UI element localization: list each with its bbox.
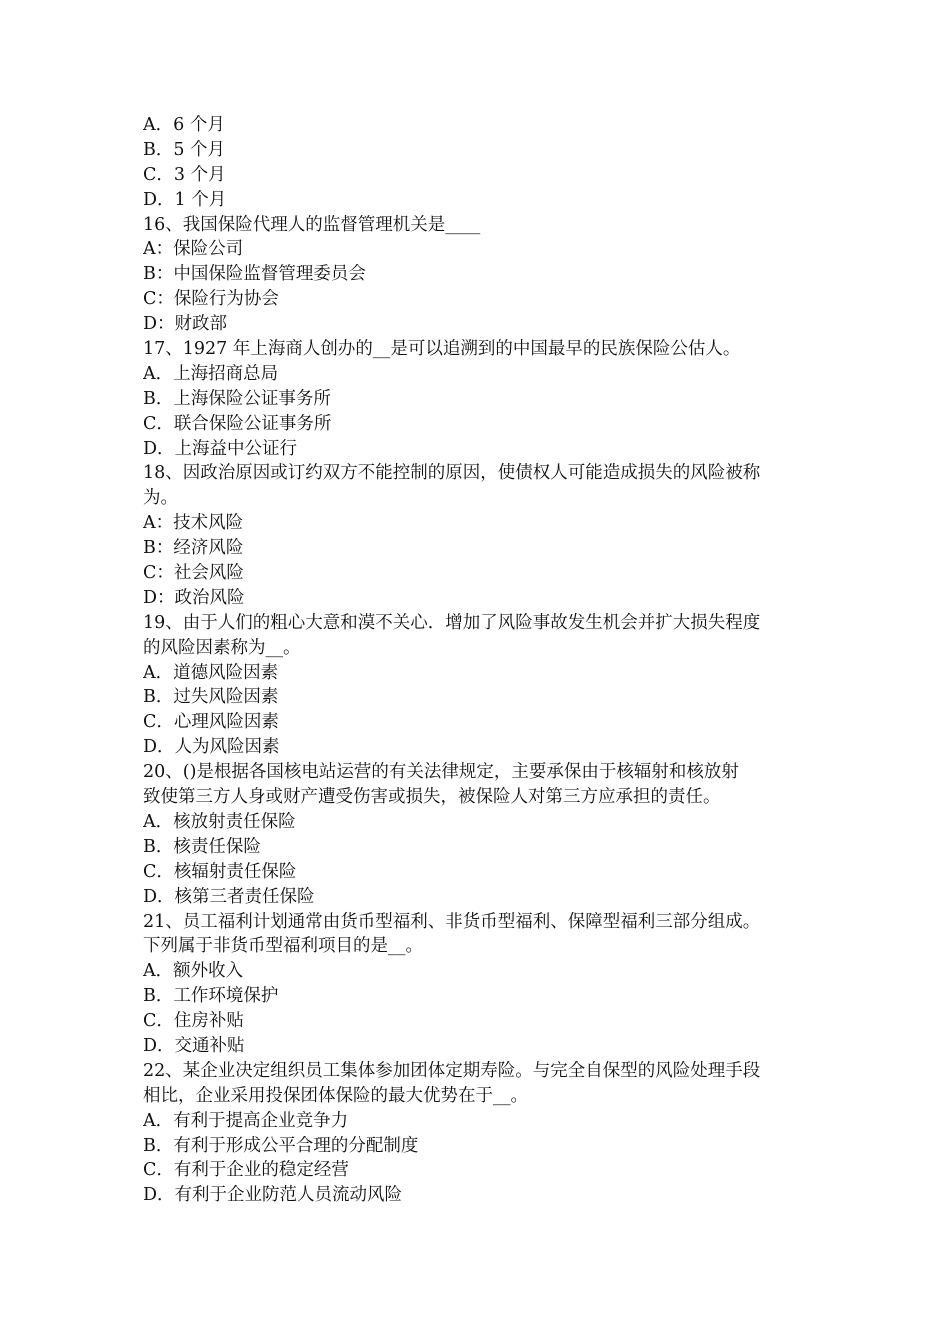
question-text: 20、()是根据各国核电站运营的有关法律规定，主要承保由于核辐射和核放射: [143, 762, 739, 783]
option-line: A．核放射责任保险: [143, 811, 296, 832]
option-line: B．工作环境保护: [143, 986, 279, 1007]
document-body: [143, 113, 813, 1208]
question-22: [143, 1059, 813, 1208]
option-line: A．有利于提高企业竞争力: [143, 1110, 349, 1131]
option-line: D．人为风险因素: [143, 737, 280, 758]
question-20: [143, 760, 813, 909]
question-19: [143, 611, 813, 760]
question-text: 16、我国保险代理人的监督管理机关是____: [143, 214, 481, 235]
question-text: 为。: [143, 488, 178, 509]
option-line: D．交通补贴: [143, 1035, 245, 1056]
option-line: D．有利于企业防范人员流动风险: [143, 1185, 403, 1206]
option-list: [143, 113, 813, 213]
question-17: [143, 337, 813, 461]
option-line: B．有利于形成公平合理的分配制度: [143, 1135, 419, 1156]
question-18: [143, 461, 813, 610]
question-16: [143, 213, 813, 337]
option-line: C．有利于企业的稳定经营: [143, 1160, 349, 1181]
option-line: C．联合保险公证事务所: [143, 413, 332, 434]
option-line: D．核第三者责任保险: [143, 886, 315, 907]
option-line: A．道德风险因素: [143, 662, 279, 683]
option-line: B．5 个月: [143, 139, 226, 160]
option-line: A．上海招商总局: [143, 363, 279, 384]
question-text: 致使第三方人身或财产遭受伤害或损失，被保险人对第三方应承担的责任。: [143, 787, 721, 808]
option-line: B．核责任保险: [143, 836, 261, 857]
question-text: 22、某企业决定组织员工集体参加团体定期寿险。与完全自保型的风险处理手段: [143, 1060, 761, 1081]
option-line: D：政治风险: [143, 587, 245, 608]
question-text: 18、因政治原因或订约双方不能控制的原因，使债权人可能造成损失的风险被称: [143, 463, 761, 484]
option-line: A：保险公司: [143, 239, 244, 260]
option-line: C：社会风险: [143, 563, 244, 584]
option-line: A：技术风险: [143, 513, 244, 534]
option-line: B：中国保险监督管理委员会: [143, 264, 366, 285]
question-text: 相比，企业采用投保团体保险的最大优势在于__。: [143, 1085, 528, 1106]
option-line: B．上海保险公证事务所: [143, 388, 331, 409]
option-line: D．上海益中公证行: [143, 438, 298, 459]
question-text: 下列属于非货币型福利项目的是__。: [143, 936, 423, 957]
option-line: C．心理风险因素: [143, 712, 279, 733]
option-line: A．6 个月: [143, 115, 225, 135]
question-text: 17、1927 年上海商人创办的__是可以追溯到的中国最早的民族保险公估人。: [143, 339, 741, 360]
option-line: C：保险行为协会: [143, 289, 279, 310]
option-line: C．住房补贴: [143, 1011, 244, 1032]
question-text: 19、由于人们的粗心大意和漠不关心．增加了风险事故发生机会并扩大损失程度: [143, 612, 761, 633]
option-line: B：经济风险: [143, 538, 244, 559]
question-text: 的风险因素称为__。: [143, 637, 301, 658]
option-line: D．1 个月: [143, 189, 227, 210]
question-21: [143, 910, 813, 1059]
option-line: C．核辐射责任保险: [143, 861, 297, 882]
question-text: 21、员工福利计划通常由货币型福利、非货币型福利、保障型福利三部分组成。: [143, 911, 761, 932]
option-line: B．过失风险因素: [143, 687, 279, 708]
option-line: C．3 个月: [143, 164, 226, 185]
option-line: D：财政部: [143, 314, 228, 335]
option-line: A．额外收入: [143, 961, 244, 982]
